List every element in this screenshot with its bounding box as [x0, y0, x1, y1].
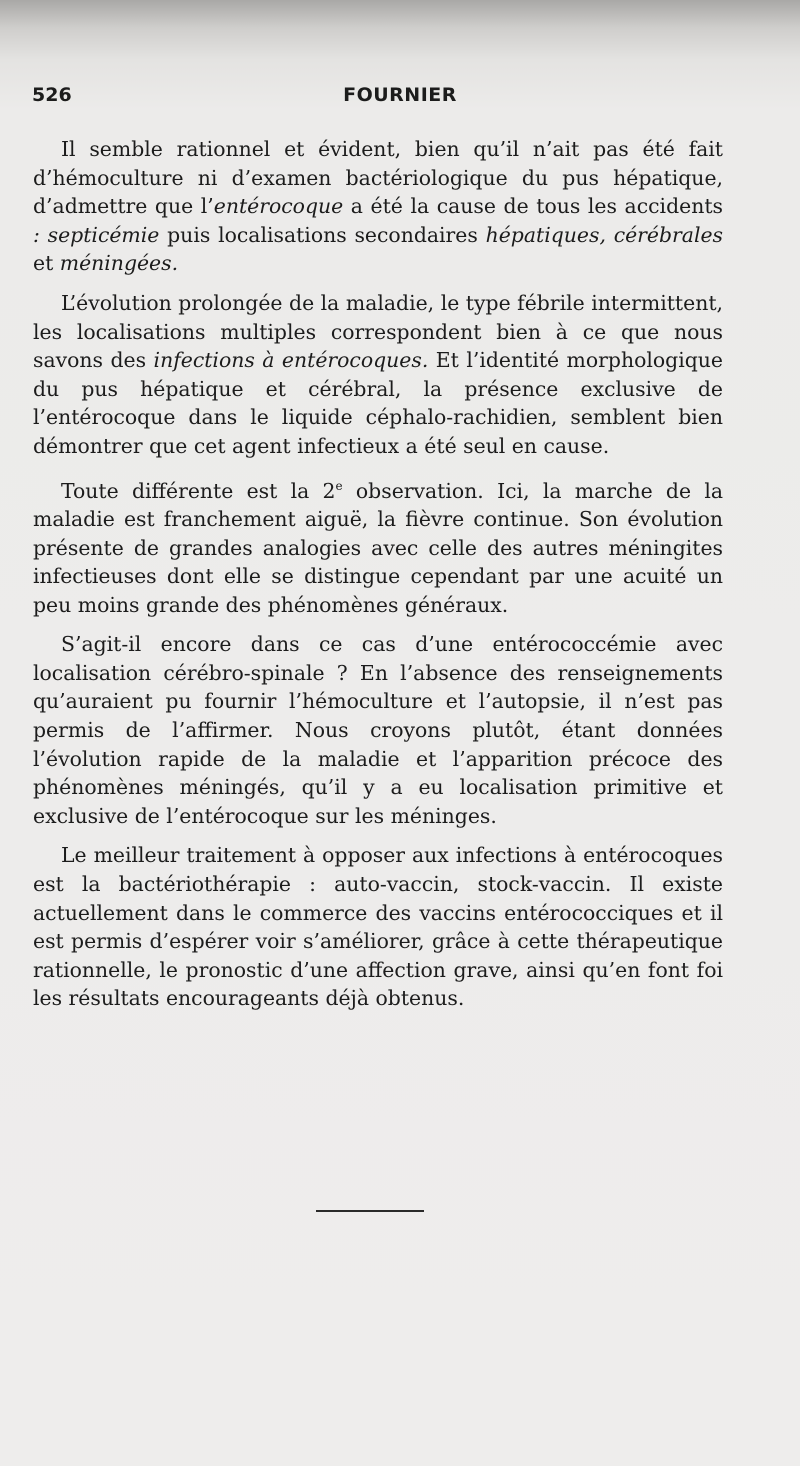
italic-term: hépatiques, cérébrales: [485, 222, 724, 247]
page-header: [32, 84, 768, 114]
page-number: 526: [32, 84, 72, 106]
body-text: [33, 135, 723, 1024]
paragraph: [33, 630, 723, 830]
italic-term: méningées.: [59, 251, 179, 276]
text-run: Et l’identité morphologique du pus hépatique et cérébral, la présence exclusive de l’entérocoque dans le liquide céphalo-rachidien, semblent bien démontrer que cet agent infectieux a été seul en cause.: [33, 348, 724, 458]
italic-term: entérocoque: [213, 194, 344, 219]
italic-term: : septicémie: [33, 222, 160, 247]
text-run: puis localisations secondaires: [159, 222, 486, 247]
running-title: FOURNIER: [343, 84, 457, 106]
text-run: Le meilleur traitement à opposer aux infections à entérocoques est la bactériothérapie : auto-vaccin, stock-vaccin. Il existe actuellement dans le commerce des vaccins entérococciques et il est permis d’espérer voir s’améliorer, grâce à cette thérapeutique rationnelle, le pronostic d’une affection grave, ainsi qu’en font foi les résultats encourageants déjà obtenus.: [33, 843, 723, 1011]
text-run: L’évolution prolongée de la maladie, le type fébrile intermittent, les localisations multiples correspondent bien à ce que nous savons des: [33, 290, 723, 373]
italic-term: infections à entérocoques.: [153, 348, 429, 373]
superscript: e: [335, 478, 343, 493]
paragraph: [33, 135, 723, 278]
text-run: et: [33, 251, 60, 276]
paragraph: [33, 289, 723, 461]
paragraph: [33, 841, 723, 1013]
text-run: Toute différente est la 2: [61, 478, 336, 503]
paragraph: [33, 472, 723, 620]
text-run: observation. Ici, la marche de la maladie est franchement aiguë, la fièvre continue. Son évolution présente de grandes analogies avec celle des autres méningites infectieuses dont elle se distingue cependant par une acuité un peu moins grande des phénomènes généraux.: [33, 478, 723, 617]
closing-rule: [316, 1210, 424, 1212]
text-run: S’agit-il encore dans ce cas d’une entérococcémie avec localisation cérébro-spinale ? En l’absence des renseignements qu’auraient pu fournir l’hémoculture et l’autopsie, il n’est pas permis de l’affirmer. Nous croyons plutôt, étant données l’évolution rapide de la maladie et l’apparition précoce des phénomènes méningés, qu’il y a eu localisation primitive et exclusive de l’entérocoque sur les méninges.: [33, 632, 723, 828]
text-run: Il semble rationnel et évident, bien qu’il n’ait pas été fait d’hémoculture ni d’examen bactériologique du pus hépatique, d’admettre que l’: [33, 137, 723, 219]
text-run: a été la cause de tous les accidents: [343, 194, 723, 219]
